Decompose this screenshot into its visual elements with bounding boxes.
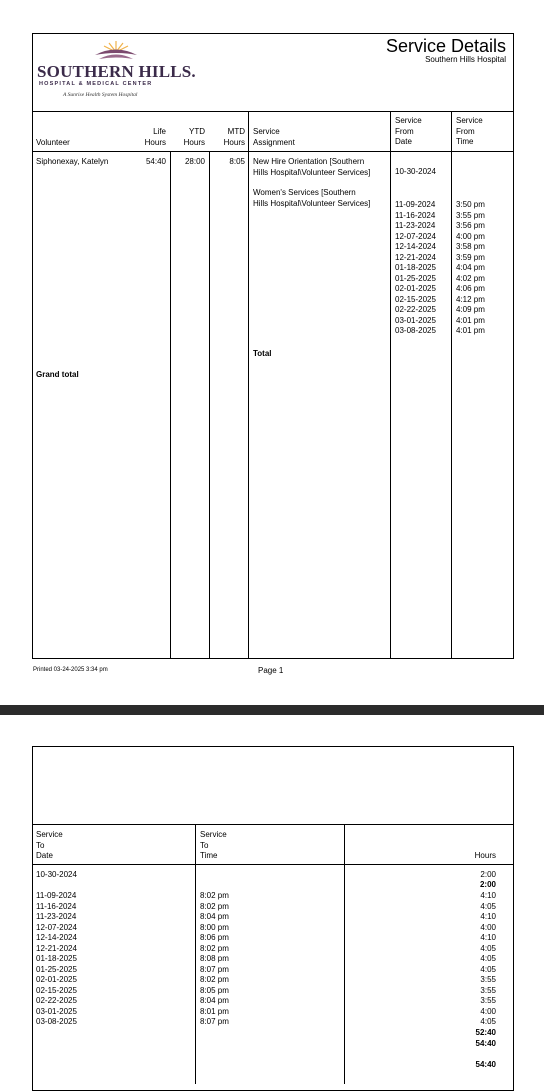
from-time-cell: 4:01 pm <box>456 315 485 325</box>
to-date-cell: 03-01-2025 <box>36 1006 77 1016</box>
to-time-cell: 8:02 pm <box>200 975 229 984</box>
womens-subtotal: 52:40 <box>475 1028 496 1037</box>
header-mtd-line: MTD <box>227 127 245 136</box>
orientation-subtotal: 2:00 <box>479 880 496 889</box>
to-time-cell: 8:08 pm <box>200 954 229 963</box>
from-date-cell: 01-18-2025 <box>395 263 436 272</box>
header-from-time-line: Service <box>456 116 483 125</box>
total-hours: 54:40 <box>475 1039 496 1048</box>
logo-tagline: A Sunrise Health System Hospital <box>63 92 138 98</box>
from-date-cell: 11-09-2024 <box>395 200 436 209</box>
header-divider <box>32 824 514 825</box>
page-number: Page 1 <box>258 666 284 675</box>
to-time-cell: 8:04 pm <box>200 912 229 921</box>
header-service-assignment <box>253 127 295 148</box>
header-to-time-line: To <box>200 840 209 850</box>
to-time-cell: 8:00 pm <box>200 922 229 932</box>
header-volunteer: Volunteer <box>36 138 70 147</box>
to-date-cell: 12-14-2024 <box>36 933 77 942</box>
printed-timestamp: Printed 03-24-2025 3:34 pm <box>33 667 108 673</box>
column-divider <box>170 151 171 658</box>
to-time-cell: 8:07 pm <box>200 964 229 974</box>
report-page-2 <box>0 715 544 1084</box>
from-date-cell: 11-23-2024 <box>395 221 436 230</box>
ytd-hours-value: 28:00 <box>184 157 205 166</box>
to-date-cell: 02-22-2025 <box>36 996 77 1005</box>
header-from-date-line: From <box>395 126 414 136</box>
from-date-cell: 02-01-2025 <box>395 284 436 293</box>
from-date-cell: 12-14-2024 <box>395 242 436 251</box>
assignment-line: Hills Hospital\Volunteer Services] <box>253 167 371 177</box>
to-time-cell: 8:04 pm <box>200 996 229 1005</box>
orientation-from-date: 10-30-2024 <box>395 167 436 176</box>
orientation-hours: 2:00 <box>480 870 496 879</box>
womens-from-dates <box>395 200 436 337</box>
from-date-cell: 03-01-2025 <box>395 315 436 325</box>
header-ytd-line: YTD <box>189 127 205 136</box>
assignment-line: Women's Services [Southern <box>253 188 356 197</box>
from-date-cell: 11-16-2024 <box>395 210 436 220</box>
to-date-cell: 01-25-2025 <box>36 964 77 974</box>
header-ytd-hours <box>168 127 205 148</box>
hours-cell: 4:05 <box>480 954 496 963</box>
to-time-cell: 8:02 pm <box>200 943 229 953</box>
header-service-from-date <box>395 116 422 148</box>
volunteer-name: Siphonexay, Katelyn <box>36 157 109 166</box>
header-from-time-line: Time <box>456 137 474 146</box>
report-title: Service Details <box>385 36 506 56</box>
womens-to-dates <box>36 891 77 1028</box>
header-service-from-time <box>456 116 483 148</box>
from-time-cell: 4:01 pm <box>456 326 485 335</box>
from-time-cell: 4:09 pm <box>456 305 485 314</box>
orientation-to-date: 10-30-2024 <box>36 870 77 879</box>
hours-cell: 4:05 <box>480 943 496 953</box>
logo-name: SOUTHERN HILLS. <box>37 62 196 81</box>
from-time-cell: 4:12 pm <box>456 294 485 304</box>
column-header-divider <box>32 864 514 865</box>
page-separator <box>0 705 544 715</box>
header-life-hours <box>128 127 166 148</box>
header-to-time-line: Time <box>200 851 218 860</box>
header-life-line: Life <box>153 127 166 136</box>
column-divider <box>451 111 452 658</box>
logo-subtitle: HOSPITAL & MEDICAL CENTER <box>39 81 153 87</box>
to-time-cell: 8:06 pm <box>200 933 229 942</box>
to-date-cell: 12-21-2024 <box>36 943 77 953</box>
column-divider <box>248 111 249 658</box>
to-date-cell: 11-23-2024 <box>36 912 77 921</box>
from-time-cell: 4:06 pm <box>456 284 485 293</box>
column-header-divider <box>32 151 514 152</box>
mtd-hours-value: 8:05 <box>229 157 245 166</box>
assignment-line: Hills Hospital\Volunteer Services] <box>253 198 371 208</box>
header-life-line: Hours <box>144 137 166 147</box>
grand-total-hours: 54:40 <box>475 1060 496 1069</box>
column-divider <box>209 151 210 658</box>
header-to-time-line: Service <box>200 830 227 839</box>
hours-cell: 4:00 <box>480 922 496 932</box>
header-service-to-date <box>36 830 63 862</box>
to-date-cell: 02-01-2025 <box>36 975 77 984</box>
to-date-cell: 11-16-2024 <box>36 901 77 911</box>
header-to-date-line: To <box>36 840 45 850</box>
life-hours-value: 54:40 <box>145 157 166 166</box>
to-date-cell: 11-09-2024 <box>36 891 77 900</box>
column-divider <box>344 824 345 1084</box>
hours-cell: 4:05 <box>480 901 496 911</box>
from-time-cell: 3:59 pm <box>456 252 485 262</box>
to-time-cell: 8:02 pm <box>200 901 229 911</box>
hours-cell: 4:05 <box>480 964 496 974</box>
header-to-date-line: Date <box>36 851 53 860</box>
from-date-cell: 02-15-2025 <box>395 294 436 304</box>
hours-cell: 3:55 <box>480 985 496 995</box>
to-time-cell: 8:07 pm <box>200 1017 229 1026</box>
header-from-date-line: Service <box>395 116 422 125</box>
header-from-time-line: From <box>456 126 475 136</box>
from-time-cell: 3:50 pm <box>456 200 485 209</box>
report-subtitle: Southern Hills Hospital <box>425 55 506 64</box>
column-divider <box>195 824 196 1084</box>
from-date-cell: 01-25-2025 <box>395 273 436 283</box>
grand-total-label: Grand total <box>36 370 79 379</box>
from-date-cell: 02-22-2025 <box>395 305 436 314</box>
header-to-date-line: Service <box>36 830 63 839</box>
womens-from-times <box>456 200 485 337</box>
hours-cell: 3:55 <box>480 996 496 1005</box>
header-divider <box>32 111 514 112</box>
to-time-cell: 8:01 pm <box>200 1006 229 1016</box>
header-assignment-line: Service <box>253 127 280 136</box>
womens-to-times <box>200 891 229 1028</box>
from-time-cell: 3:55 pm <box>456 210 485 220</box>
from-date-cell: 03-08-2025 <box>395 326 436 335</box>
header-assignment-line: Assignment <box>253 137 295 147</box>
from-date-cell: 12-21-2024 <box>395 252 436 262</box>
header-mtd-line: Hours <box>223 137 245 147</box>
sun-hands-icon <box>81 40 151 62</box>
hours-cell: 4:10 <box>480 912 496 921</box>
from-time-cell: 4:02 pm <box>456 273 485 283</box>
from-time-cell: 4:04 pm <box>456 263 485 272</box>
header-mtd-hours <box>208 127 245 148</box>
to-date-cell: 02-15-2025 <box>36 985 77 995</box>
header-service-to-time <box>200 830 227 862</box>
header-from-date-line: Date <box>395 137 412 146</box>
from-time-cell: 4:00 pm <box>456 231 485 241</box>
column-divider <box>390 111 391 658</box>
to-time-cell: 8:05 pm <box>200 985 229 995</box>
from-time-cell: 3:56 pm <box>456 221 485 230</box>
hospital-logo <box>37 40 197 102</box>
assignment-line: New Hire Orientation [Southern <box>253 157 365 166</box>
to-date-cell: 03-08-2025 <box>36 1017 77 1026</box>
assignment-orientation <box>253 157 370 178</box>
from-date-cell: 12-07-2024 <box>395 231 436 241</box>
womens-hours <box>440 891 496 1028</box>
hours-cell: 4:05 <box>480 1017 496 1026</box>
to-time-cell: 8:02 pm <box>200 891 229 900</box>
header-hours: Hours <box>474 851 496 860</box>
hours-cell: 3:55 <box>480 975 496 984</box>
hours-cell: 4:10 <box>480 891 496 900</box>
to-date-cell: 01-18-2025 <box>36 954 77 963</box>
hours-cell: 4:10 <box>480 933 496 942</box>
assignment-womens-services <box>253 188 370 209</box>
to-date-cell: 12-07-2024 <box>36 922 77 932</box>
hours-cell: 4:00 <box>480 1006 496 1016</box>
total-label: Total <box>253 349 272 358</box>
from-time-cell: 3:58 pm <box>456 242 485 251</box>
header-ytd-line: Hours <box>183 137 205 147</box>
